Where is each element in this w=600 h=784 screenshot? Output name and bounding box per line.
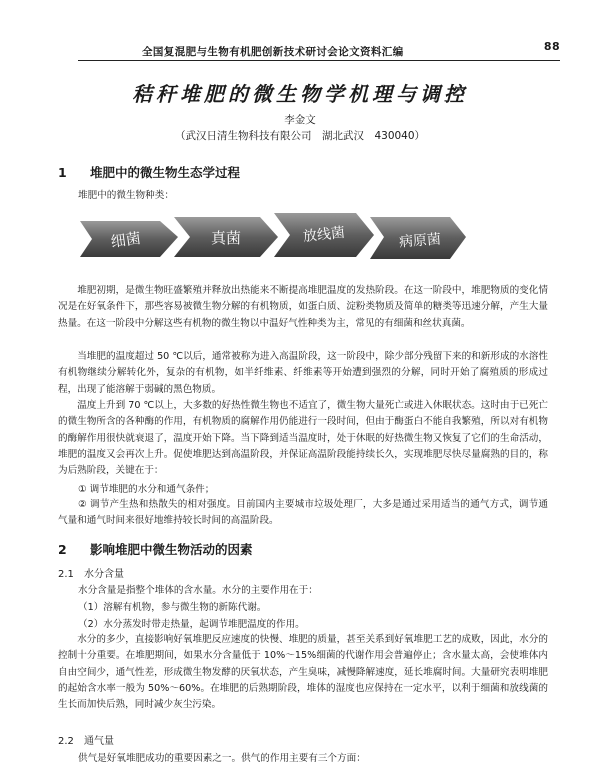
list-item: ② 调节产生热和热散失的相对强度。目前国内主要城市垃圾处理厂，大多是通过采用适当的通气方式，调节通气量和通气时间来很好地维持较长时间的高温阶段。: [58, 499, 548, 527]
species-arrow: [174, 217, 278, 257]
section-2-heading: [58, 540, 253, 558]
subsection-number: 2.1: [58, 569, 74, 580]
page-number: 88: [543, 40, 560, 53]
section-1-heading: [58, 163, 240, 181]
list-item: （1）溶解有机物，参与微生物的新陈代谢。: [78, 602, 267, 613]
paragraph-2: 当堆肥的温度超过 50 ℃以后，通常被称为进入高温阶段，这一阶段中，除少部分残留下来的和新形成的水溶性有机物继续分解转化外，复杂的有机物，如半纤维素、纤维素等开始遭到强烈的分解，同时开始了腐殖质的形成过程，出现了能溶解于弱碱的黑色物质。: [58, 351, 548, 395]
paragraph-3: 温度上升到 70 ℃以上，大多数的好热性微生物也不适宜了，微生物大量死亡或进入休眠状态。这时由于已死亡的微生物所含的各种酶的作用，有机物质的腐解作用仍能进行一段时间，但由于酶蛋白不能自我繁殖，所以对有机物的酶解作用很快就衰退了，温度开始下降。当下降到适当温度时，处于休眠的好热微生物又恢复了它们的生命活动，堆肥的温度又会再次上升。促使堆肥达到高温阶段，并保证高温阶段能持续长久，实现堆肥尽快尽量腐熟的目的，称为后熟阶段，关键在于：: [58, 400, 548, 477]
microbe-species-figure: [78, 207, 468, 267]
species-arrow: [274, 213, 374, 257]
paragraph-6: 供气是好氧堆肥成功的重要因素之一。供气的作用主要有三个方面：: [78, 753, 366, 764]
running-header: [78, 42, 560, 61]
article-title: 秸秆堆肥的微生物学机理与调控: [132, 82, 468, 106]
subsection-2-1-heading: [58, 565, 124, 580]
author: 李金文: [284, 114, 316, 126]
subsection-2-2-heading: [58, 732, 114, 747]
species-label: 真菌: [210, 229, 242, 247]
list-item: （2）水分蒸发时带走热量，起调节堆肥温度的作用。: [78, 619, 305, 630]
affiliation: （武汉日清生物科技有限公司 湖北武汉 430040）: [174, 130, 426, 142]
subsection-number: 2.2: [58, 736, 74, 747]
species-label: 病原菌: [398, 231, 442, 251]
species-label: 放线菌: [302, 224, 346, 246]
species-arrow: [80, 221, 178, 257]
paragraph-5: 水分的多少，直接影响好氧堆肥反应速度的快慢、堆肥的质量，甚至关系到好氧堆肥工艺的成败，因此，水分的控制十分重要。在堆肥期间，如果水分含量低于 10%～15%细菌的代谢作用会普遍停止；含水量太高，会使堆体内自由空间少，通气性差，形成微生物发酵的厌氧状态，产生臭味，减慢降解速度，延长堆腐时间。大量研究表明堆肥的起始含水率一般为 50%～60%。在堆肥的后熟期阶段，堆体的湿度也应保持在一定水平，以利于细菌和放线菌的生长而加快后熟，同时减少灰尘污染。: [58, 634, 548, 711]
subsection-title: 水分含量: [84, 569, 124, 580]
section-number: 2: [58, 542, 67, 557]
section-number: 1: [58, 165, 67, 180]
species-intro: 堆肥中的微生物种类：: [78, 190, 174, 201]
subsection-title: 通气量: [84, 736, 114, 747]
section-title: 影响堆肥中微生物活动的因素: [90, 542, 253, 557]
journal-title: 全国复混肥与生物有机肥创新技术研讨会论文资料汇编: [142, 46, 404, 58]
section-title: 堆肥中的微生物生态学过程: [90, 165, 241, 180]
paragraph-1: 堆肥初期，是微生物旺盛繁殖并释放出热能来不断提高堆肥温度的发热阶段。在这一阶段中，堆肥物质的变化情况是在好氧条件下，那些容易被微生物分解的有机物质，如蛋白质、淀粉类物质及简单的糖类等迅速分解，产生大量热量。在这一阶段中分解这些有机物的微生物以中温好气性种类为主，常见的有细菌和丝状真菌。: [58, 285, 548, 329]
species-arrow: [370, 217, 466, 259]
list-item: ① 调节堆肥的水分和通气条件；: [78, 484, 215, 495]
paragraph-4: 水分含量是指整个堆体的含水量。水分的主要作用在于：: [78, 585, 318, 596]
species-label: 细菌: [109, 229, 142, 252]
